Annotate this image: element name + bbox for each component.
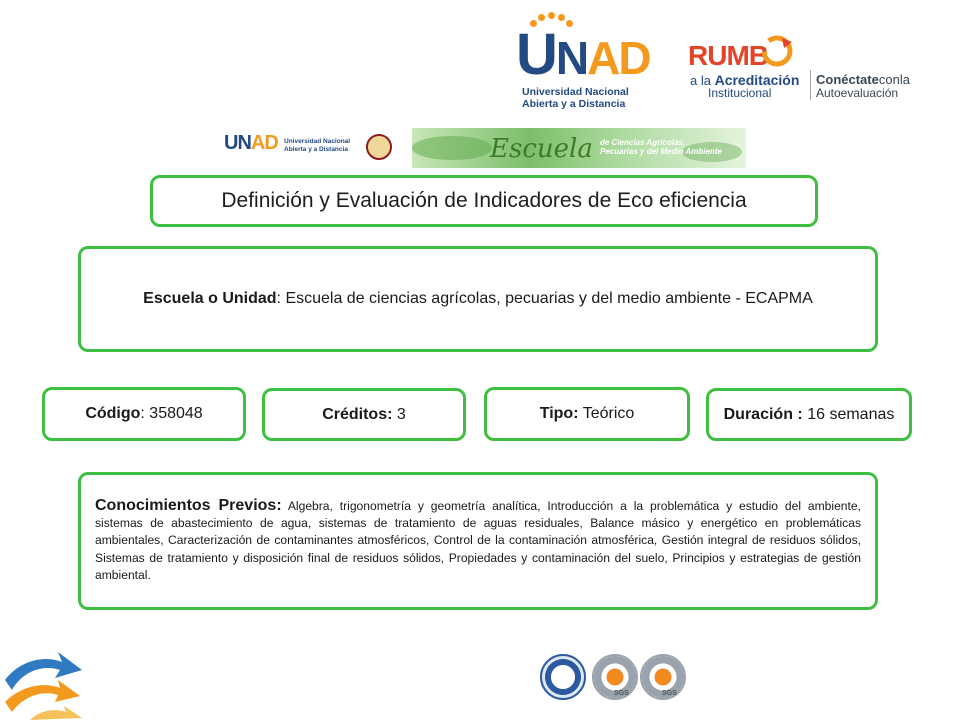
creditos-value: 3: [392, 405, 406, 423]
small-unad-subtitle: Universidad Nacional Abierta y a Distancia: [284, 138, 351, 153]
school-text: [143, 287, 813, 311]
school-box: [78, 246, 878, 352]
icontec-seal-icon: [540, 654, 586, 700]
unad-logo: [510, 14, 650, 114]
creditos-label: Créditos:: [322, 405, 393, 423]
creditos-box: [262, 388, 466, 441]
rumbo-logo: [688, 34, 928, 104]
codigo-box: [42, 387, 246, 441]
tipo-value: Teórico: [578, 405, 635, 422]
conectate-line2: Autoevaluación: [816, 86, 899, 100]
small-unad-logo: UNAD: [224, 132, 278, 154]
conocimientos-previos-box: [78, 472, 878, 610]
course-title: Definición y Evaluación de Indicadores de Eco eficiencia: [221, 189, 747, 212]
school-banner: [222, 128, 746, 168]
previos-label: Conocimientos Previos:: [95, 497, 282, 514]
school-value: : Escuela de ciencias agrícolas, pecuarias y del medio ambiente - ECAPMA: [276, 290, 813, 307]
rumbo-swirl-icon: [760, 34, 794, 68]
sgs-label-2: SGS: [662, 690, 677, 697]
duracion-value: 16 semanas: [802, 405, 895, 423]
escuela-subtitle: de Ciencias Agrícolas, Pecuarias y del Medio Ambiente: [600, 138, 722, 156]
codigo-value: : 358048: [140, 405, 203, 422]
unad-subtitle: Universidad Nacional Abierta y a Distancia: [522, 86, 629, 110]
escuela-banner-image: [412, 128, 746, 168]
rumbo-divider: [810, 70, 811, 100]
rumbo-wordmark: RUMB: [688, 40, 768, 71]
codigo-label: Código: [85, 405, 141, 422]
colombia-seal-icon: [366, 134, 392, 160]
sgs-label-1: SGS: [614, 690, 629, 697]
course-title-box: [150, 175, 818, 227]
unad-wordmark: UNAD: [516, 22, 650, 87]
conectate-line1: Conéctateconla: [816, 72, 910, 87]
rumbo-line1: a la Acreditación: [690, 72, 800, 88]
duracion-label: Duración :: [723, 405, 803, 423]
escuela-word: Escuela: [490, 134, 593, 164]
duracion-box: [706, 388, 912, 441]
arrows-decoration-icon: [0, 640, 90, 720]
previos-text: Algebra, trigonometría y geometría analítica, Introducción a la problemática y estudio del ambiente, sistemas de abastecimiento de agua, sistemas de tratamiento de aguas residuales, Balance másico y energético en problemáticas ambientales, Caracterización de contaminantes atmosféricos, Control de la contaminación atmosférica, Gestión integral de residuos sólidos, Sistemas de tratamiento y disposición final de residuos sólidos, Propiedades y contaminación del suelo, Principios y estrategias de gestión ambiental.: [95, 499, 861, 582]
rumbo-line2: Institucional: [708, 86, 772, 100]
tipo-box: [484, 387, 690, 441]
tipo-label: Tipo:: [539, 405, 579, 422]
school-label: Escuela o Unidad: [143, 290, 277, 307]
